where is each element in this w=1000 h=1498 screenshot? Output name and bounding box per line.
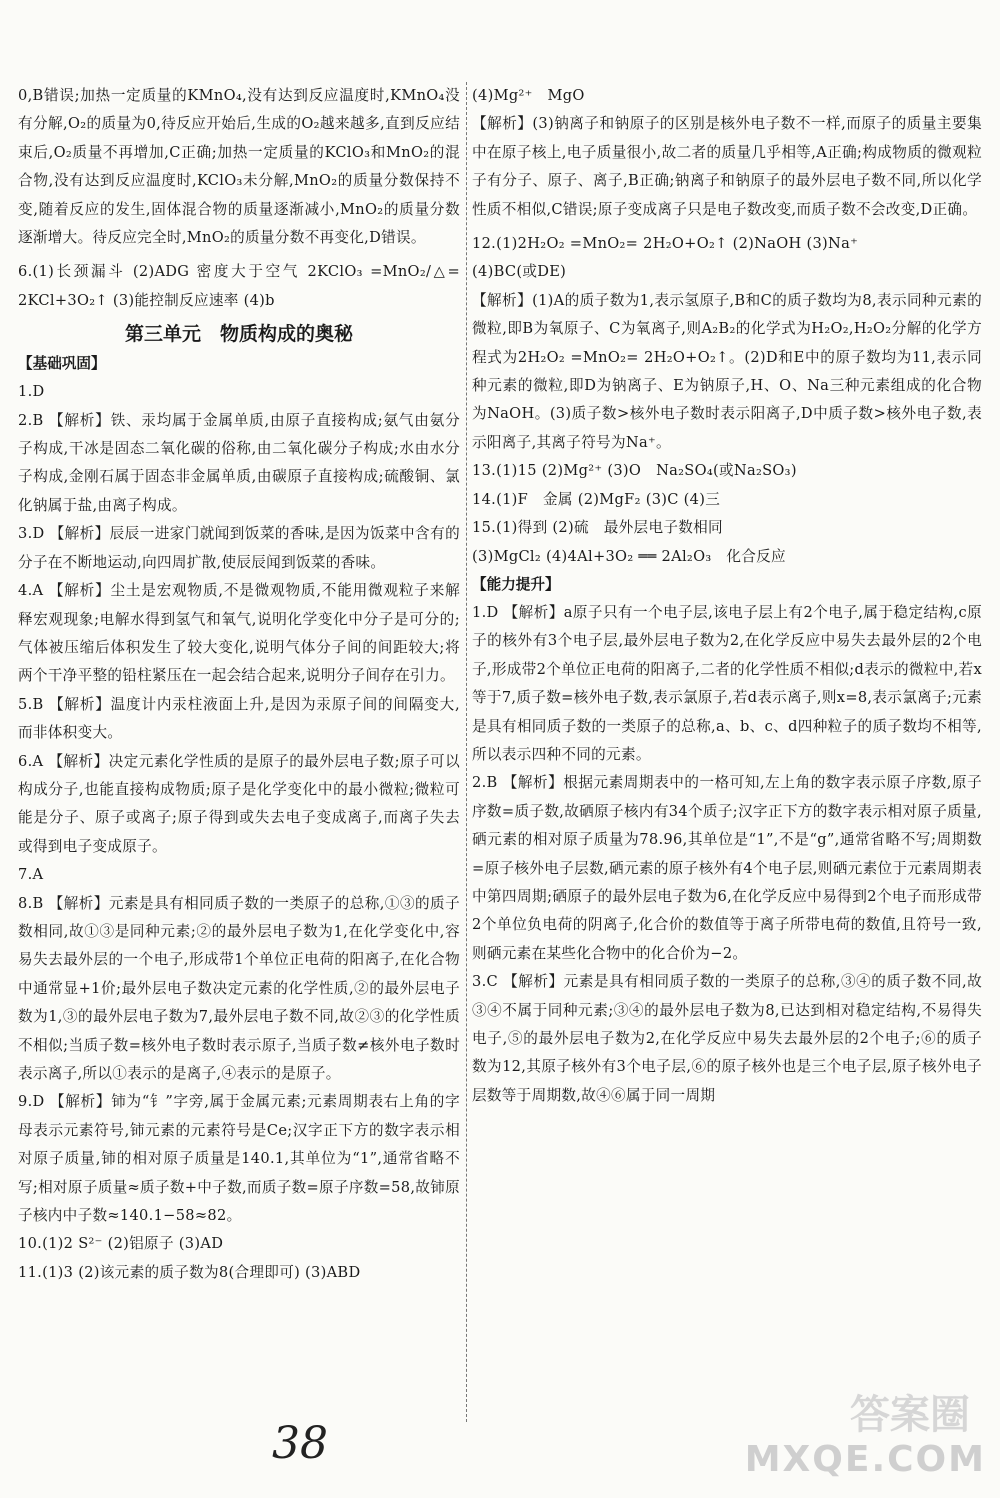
section-basic: 【基础巩固】	[18, 355, 106, 373]
answer-15b: (3)MgCl₂ (4)4Al+3O₂ ══ 2Al₂O₃ 化合反应	[472, 547, 786, 565]
answer-2: 2.B 【解析】铁、汞均属于金属单质,由原子直接构成;氨气由氨分子构成,干冰是固态二氧化碳的俗称,由二氧化碳分子构成;水由水分子构成,金刚石属于固态非金属单质,由碳原子直接构成;硫酸铜、氯化钠属于盐,由离子构成。	[18, 411, 460, 514]
answer-8: 8.B 【解析】元素是具有相同质子数的一类原子的总称,①③的质子数相同,故①③是同种元素;②的最外层电子数为1,在化学变化中,容易失去最外层的一个电子,形成带1个单位正电荷的阳离子,在化合物中通常显+1价;最外层电子数决定元素的化学性质,②的最外层电子数为1,③的最外层电子数为7,最外层电子数不同,故②③的化学性质不相似;当质子数=核外电子数时表示原子,当质子数≠核外电子数时表示离子,所以①表示的是离子,④表示的是原子。	[18, 894, 460, 1082]
answer-6: 6.(1)长颈漏斗 (2)ADG 密度大于空气 2KClO₃ =MnO₂/△= 2KCl+3O₂↑ (3)能控制反应速率 (4)b	[18, 263, 460, 309]
answer-5: 5.B 【解析】温度计内汞柱液面上升,是因为汞原子间的间隔变大,而非体积变大。	[18, 695, 460, 742]
watermark: MXQE.COM	[744, 1439, 986, 1480]
answer-11: 11.(1)3 (2)该元素的质子数为8(合理即可) (3)ABD	[18, 1263, 361, 1281]
section-advanced: 【能力提升】	[472, 575, 560, 593]
answer-15: 15.(1)得到 (2)硫 最外层电子数相同	[472, 519, 723, 537]
right-column	[472, 82, 982, 1110]
advanced-answer-3: 3.C 【解析】元素是具有相同质子数的一类原子的总称,③④的质子数不同,故③④不属于同种元素;③④的最外层电子数为8,已达到相对稳定结构,不易得失电子,⑤的最外层电子数为2,在化学反应中易失去最外层的2个电子;⑥的质子数为12,其原子核外有3个电子层,⑥的原子核外也是三个电子层,原子核外电子层数等于周期数,故④⑥属于同一周期	[472, 973, 982, 1104]
advanced-answer-2: 2.B 【解析】根据元素周期表中的一格可知,左上角的数字表示原子序数,原子序数=质子数,故硒原子核内有34个质子;汉字正下方的数字表示相对原子质量,硒元素的相对原子质量为78.96,其单位是“1”,不是“g”,通常省略不写;周期数=原子核外电子层数,硒元素的原子核外有4个电子层,则硒元素位于元素周期表中第四周期;硒原子的最外层电子数为6,在化学反应中易得到2个电子而形成带2个单位负电荷的阴离子,化合价的数值等于离子所带电荷的数值,且符号一致,则硒元素在某些化合物中的化合价为−2。	[472, 774, 982, 962]
answer-4: 4.A 【解析】尘土是宏观物质,不是微观物质,不能用微观粒子来解释宏观现象;电解水得到氢气和氧气,说明化学变化中分子是可分的;气体被压缩后体积发生了较大变化,说明气体分子间的间距较大;将两个干净平整的铅柱紧压在一起会结合起来,说明分子间存在引力。	[18, 582, 460, 685]
answer-3: 3.D 【解析】辰辰一进家门就闻到饭菜的香味,是因为饭菜中含有的分子在不断地运动,向四周扩散,使辰辰闻到饭菜的香味。	[18, 525, 460, 571]
answer-13: 13.(1)15 (2)Mg²⁺ (3)O Na₂SO₄(或Na₂SO₃)	[472, 462, 797, 480]
answer-11-explanation: 【解析】(3)钠离子和钠原子的区别是核外电子数不一样,而原子的质量主要集中在原子核上,电子质量很小,故二者的质量几乎相等,A正确;构成物质的微观粒子有分子、原子、离子,B正确;钠离子和钠原子的最外层电子数不同,所以化学性质不相似,C错误;原子变成离子只是电子数改变,而质子数不会改变,D正确。	[472, 115, 982, 218]
answer-14: 14.(1)F 金属 (2)MgF₂ (3)C (4)三	[472, 490, 721, 508]
left-column	[18, 82, 460, 1287]
answer-6b: 6.A 【解析】决定元素化学性质的是原子的最外层电子数;原子可以构成分子,也能直接构成物质;原子是化学变化中的最小微粒;微粒可能是分子、原子或离子;原子得到或失去电子变成离子,而离子失去或得到电子变成原子。	[18, 752, 460, 855]
answer-12-part4: (4)BC(或DE)	[472, 263, 567, 281]
page-number: 38	[272, 1418, 328, 1469]
answer-10: 10.(1)2 S²⁻ (2)铝原子 (3)AD	[18, 1235, 224, 1253]
column-divider	[466, 82, 467, 1422]
unit-title: 第三单元 物质构成的奥秘	[124, 323, 353, 346]
watermark-logo: 答案圈	[850, 1392, 970, 1438]
advanced-answer-1: 1.D 【解析】a原子只有一个电子层,该电子层上有2个电子,属于稳定结构,c原子的核外有3个电子层,最外层电子数为2,在化学反应中易失去最外层的2个电子,形成带2个单位正电荷的阳离子,二者的化学性质不相似;d表示的微粒中,若x等于7,质子数=核外电子数,表示氯原子,若d表示离子,则x=8,表示氯离子;元素是具有相同质子数的一类原子的总称,a、b、c、d四种粒子的质子数均不相等,所以表示四种不同的元素。	[472, 603, 982, 763]
answer-12: 12.(1)2H₂O₂ =MnO₂= 2H₂O+O₂↑ (2)NaOH (3)Na⁺	[472, 235, 859, 253]
answer-9: 9.D 【解析】铈为“钅”字旁,属于金属元素;元素周期表右上角的字母表示元素符号,铈元素的元素符号是Ce;汉字正下方的数字表示相对原子质量,铈的相对原子质量是140.1,其单位为“1”,通常省略不写;相对原子质量≈质子数+中子数,而质子数=原子序数=58,故铈原子核内中子数≈140.1−58≈82。	[18, 1093, 460, 1225]
answer-12-explanation: 【解析】(1)A的质子数为1,表示氢原子,B和C的质子数均为8,表示同种元素的微粒,即B为氧原子、C为氧离子,则A₂B₂的化学式为H₂O₂,H₂O₂分解的化学方程式为2H₂O₂ =MnO₂= 2H₂O+O₂↑。(2)D和E中的原子数均为11,表示同种元素的微粒,即D为钠离子、E为钠原子,H、O、Na三种元素组成的化合物为NaOH。(3)质子数>核外电子数时表示阳离子,D中质子数>核外电子数,表示阳离子,其离子符号为Na⁺。	[472, 291, 982, 451]
answer-11-part4: (4)Mg²⁺ MgO	[472, 87, 585, 104]
answer-1: 1.D	[18, 383, 45, 401]
answer-7: 7.A	[18, 866, 44, 884]
answer-5-continued: 0,B错误;加热一定质量的KMnO₄,没有达到反应温度时,KMnO₄没有分解,O₂的质量为0,待反应开始后,生成的O₂越来越多,直到反应结束后,O₂质量不再增加,C正确;加热一定质量的KClO₃和MnO₂的混合物,没有达到反应温度时,KClO₃未分解,MnO₂的质量分数保持不变,随着反应的发生,固体混合物的质量逐渐减小,MnO₂的质量分数逐渐增大。待反应完全时,MnO₂的质量分数不再变化,D错误。	[18, 87, 460, 247]
